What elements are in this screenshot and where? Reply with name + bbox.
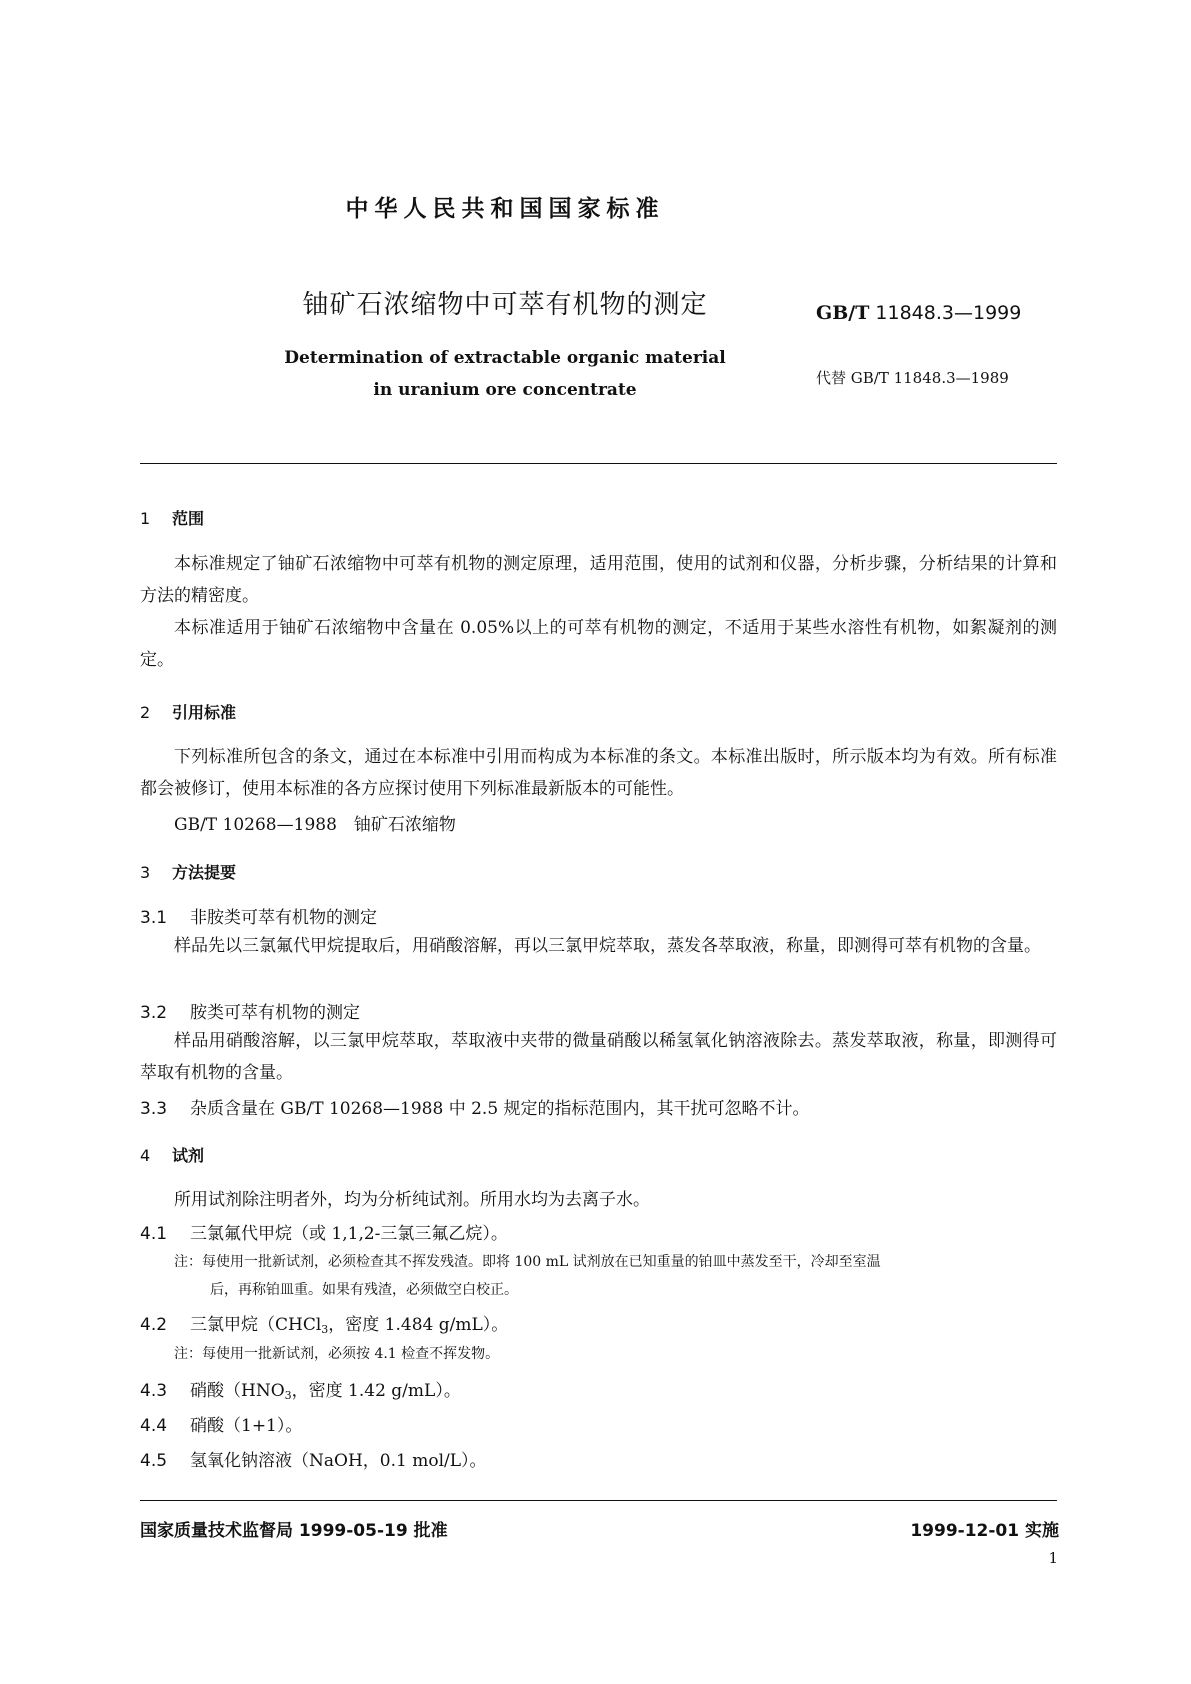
section-3-heading <box>140 860 236 883</box>
subsection-3-1-heading <box>140 903 377 928</box>
reagent-4-1-note-line1: 注：每使用一批新试剂，必须检查其不挥发残渣。即将 100 mL 试剂放在已知重量的铂皿中蒸发至干，冷却至室温 <box>174 1254 881 1270</box>
subsection-3-2-paragraph: 样品用硝酸溶解，以三氯甲烷萃取，萃取液中夹带的微量硝酸以稀氢氧化钠溶液除去。蒸发萃取液，称量，即测得可萃取有机物的含量。 <box>140 1031 1057 1083</box>
section-3-title: 方法提要 <box>172 863 237 882</box>
section-1-paragraph-1: 本标准规定了铀矿石浓缩物中可萃有机物的测定原理，适用范围，使用的试剂和仪器，分析步骤，分析结果的计算和方法的精密度。 <box>140 554 1057 606</box>
reagent-4-2-note: 注：每使用一批新试剂，必须按 4.1 检查不挥发物。 <box>174 1346 500 1362</box>
footer-divider <box>140 1500 1057 1501</box>
section-2-heading <box>140 700 236 723</box>
section-2-title: 引用标准 <box>172 703 237 722</box>
section-1-number: 1 <box>140 509 151 528</box>
reagent-4-5-text: 氢氧化钠溶液（NaOH，0.1 mol/L）。 <box>190 1451 487 1471</box>
section-2-number: 2 <box>140 703 151 722</box>
reagent-4-1 <box>140 1219 508 1244</box>
section-1-paragraph-2: 本标准适用于铀矿石浓缩物中含量在 0.05%以上的可萃有机物的测定，不适用于某些水溶性有机物，如絮凝剂的测定。 <box>140 618 1057 670</box>
page-number: 1 <box>1048 1549 1058 1567</box>
standard-number <box>816 302 1021 324</box>
title-english-line2: in uranium ore concentrate <box>373 380 637 400</box>
reagent-4-1-note-line2: 后，再称铂皿重。如果有残渣，必须做空白校正。 <box>210 1282 518 1298</box>
reagent-4-3 <box>140 1376 461 1402</box>
implementation-date: 1999-12-01 实施 <box>910 1521 1059 1541</box>
section-4-title: 试剂 <box>172 1146 205 1165</box>
reagent-4-3-text-pre: 硝酸（HNO <box>190 1381 285 1401</box>
reagent-4-2-subscript: 3 <box>321 1323 329 1336</box>
reagent-4-2-number: 4.2 <box>140 1315 168 1335</box>
standard-number-value: 11848.3—1999 <box>875 302 1022 324</box>
subsection-3-3 <box>140 1094 810 1119</box>
section-4-number: 4 <box>140 1146 151 1165</box>
reagent-4-3-subscript: 3 <box>284 1389 292 1402</box>
subsection-3-1-number: 3.1 <box>140 908 168 928</box>
approval-date: 国家质量技术监督局 1999-05-19 批准 <box>140 1521 448 1541</box>
national-standard-heading: 中华人民共和国国家标准 <box>345 196 665 222</box>
section-4-heading <box>140 1143 204 1166</box>
reagent-4-5 <box>140 1446 487 1471</box>
reagent-4-1-number: 4.1 <box>140 1224 168 1244</box>
subsection-3-1-paragraph: 样品先以三氯氟代甲烷提取后，用硝酸溶解，再以三氯甲烷萃取，蒸发各萃取液，称量，即测得可萃有机物的含量。 <box>174 936 1041 956</box>
subsection-3-2-number: 3.2 <box>140 1003 168 1023</box>
standard-number-prefix: GB/T <box>816 302 870 324</box>
reagent-4-4-text: 硝酸（1+1）。 <box>190 1416 303 1436</box>
title-chinese: 铀矿石浓缩物中可萃有机物的测定 <box>302 290 708 320</box>
subsection-3-1-title: 非胺类可萃有机物的测定 <box>190 908 377 928</box>
subsection-3-2-heading <box>140 998 360 1023</box>
reagent-4-1-text: 三氯氟代甲烷（或 1,1,2-三氯三氟乙烷）。 <box>190 1224 508 1244</box>
subsection-3-3-number: 3.3 <box>140 1099 168 1119</box>
referenced-standard: GB/T 10268—1988 铀矿石浓缩物 <box>174 815 456 835</box>
section-1-title: 范围 <box>172 509 205 528</box>
replaces-standard: 代替 GB/T 11848.3—1989 <box>816 369 1009 387</box>
subsection-3-3-text: 杂质含量在 GB/T 10268—1988 中 2.5 规定的指标范围内，其干扰可忽略不计。 <box>190 1099 810 1119</box>
reagent-4-3-text-post: ，密度 1.42 g/mL）。 <box>291 1381 461 1401</box>
reagent-4-5-number: 4.5 <box>140 1451 168 1471</box>
section-3-number: 3 <box>140 863 151 882</box>
subsection-3-2-title: 胺类可萃有机物的测定 <box>190 1003 360 1023</box>
reagent-4-4-number: 4.4 <box>140 1416 168 1436</box>
reagent-4-4 <box>140 1411 302 1436</box>
reagent-4-2 <box>140 1310 508 1336</box>
section-1-heading <box>140 506 204 529</box>
reagent-4-2-text-post: ，密度 1.484 g/mL）。 <box>328 1315 509 1335</box>
reagent-4-3-number: 4.3 <box>140 1381 168 1401</box>
section-2-paragraph: 下列标准所包含的条文，通过在本标准中引用而构成为本标准的条文。本标准出版时，所示版本均为有效。所有标准都会被修订，使用本标准的各方应探讨使用下列标准最新版本的可能性。 <box>140 747 1057 799</box>
header-divider <box>140 463 1057 464</box>
reagents-intro: 所用试剂除注明者外，均为分析纯试剂。所用水均为去离子水。 <box>174 1190 650 1210</box>
title-english-line1: Determination of extractable organic material <box>284 348 726 368</box>
reagent-4-2-text-pre: 三氯甲烷（CHCl <box>190 1315 322 1335</box>
